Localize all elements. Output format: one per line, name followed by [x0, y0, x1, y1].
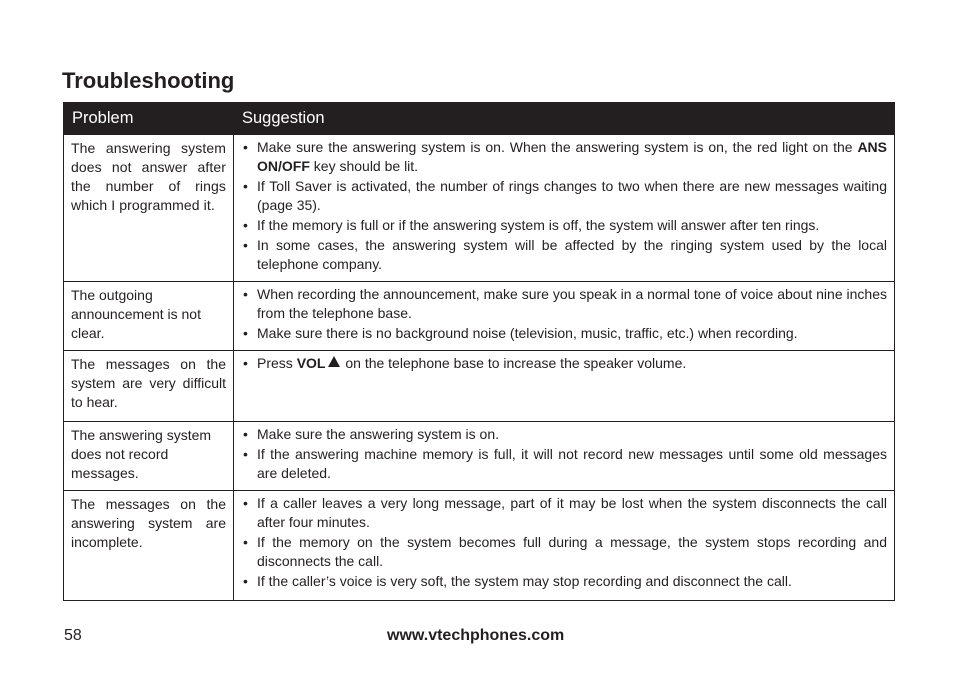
suggestion-item: • In some cases, the answering system will be affected by the ringing system used by the local telephone company. [241, 236, 887, 274]
suggestion-cell [234, 422, 895, 491]
table-row [64, 491, 895, 601]
suggestion-list [241, 354, 887, 373]
suggestion-item: • If the caller’s voice is very soft, the system may stop recording and disconnect the call. [241, 572, 887, 591]
suggestion-item: • Make sure the answering system is on. [241, 425, 887, 444]
suggestion-cell [234, 282, 895, 351]
problem-column-header: Problem [64, 103, 234, 135]
problem-cell: The answering system does not answer after the number of rings which I programmed it. [64, 135, 234, 282]
troubleshooting-table [63, 102, 895, 601]
key-label: ANS ON/OFF [257, 139, 887, 174]
table-row [64, 422, 895, 491]
problem-cell: The messages on the system are very difficult to hear. [64, 351, 234, 422]
suggestion-item: • Make sure there is no background noise (television, music, traffic, etc.) when recording. [241, 324, 887, 343]
table-row [64, 282, 895, 351]
suggestion-item: • If the memory on the system becomes full during a message, the system stops recording and disconnects the call. [241, 533, 887, 571]
suggestion-item: • Make sure the answering system is on. When the answering system is on, the red light on the ANS ON/OFF key should be lit. [241, 138, 887, 176]
suggestion-item: • If the answering machine memory is full, it will not record new messages until some old messages are deleted. [241, 445, 887, 483]
table-header-row [64, 103, 895, 135]
website-url: www.vtechphones.com [387, 627, 565, 644]
up-triangle-icon [328, 356, 340, 367]
suggestion-cell [234, 351, 895, 422]
suggestion-list [241, 425, 887, 483]
suggestion-column-header: Suggestion [234, 103, 895, 135]
problem-cell: The messages on the answering system are incomplete. [64, 491, 234, 601]
suggestion-item: • If a caller leaves a very long message, part of it may be lost when the system disconnects the call after four minutes. [241, 494, 887, 532]
suggestion-item: • If Toll Saver is activated, the number of rings changes to two when there are new messages waiting (page 35). [241, 177, 887, 215]
problem-cell: The outgoing announcement is not clear. [64, 282, 234, 351]
suggestion-list [241, 494, 887, 591]
suggestion-cell [234, 491, 895, 601]
table-row [64, 135, 895, 282]
suggestion-cell [234, 135, 895, 282]
problem-cell: The answering system does not record messages. [64, 422, 234, 491]
page-title: Troubleshooting [62, 68, 235, 93]
suggestion-item: • If the memory is full or if the answering system is off, the system will answer after ten rings. [241, 216, 887, 235]
key-label: VOL [296, 355, 326, 371]
suggestion-item: • Press VOL on the telephone base to increase the speaker volume. [241, 354, 887, 373]
suggestion-list [241, 138, 887, 274]
suggestion-item: • When recording the announcement, make sure you speak in a normal tone of voice about nine inches from the telephone base. [241, 285, 887, 323]
suggestion-list [241, 285, 887, 343]
table-row [64, 351, 895, 422]
page-number: 58 [64, 627, 82, 644]
